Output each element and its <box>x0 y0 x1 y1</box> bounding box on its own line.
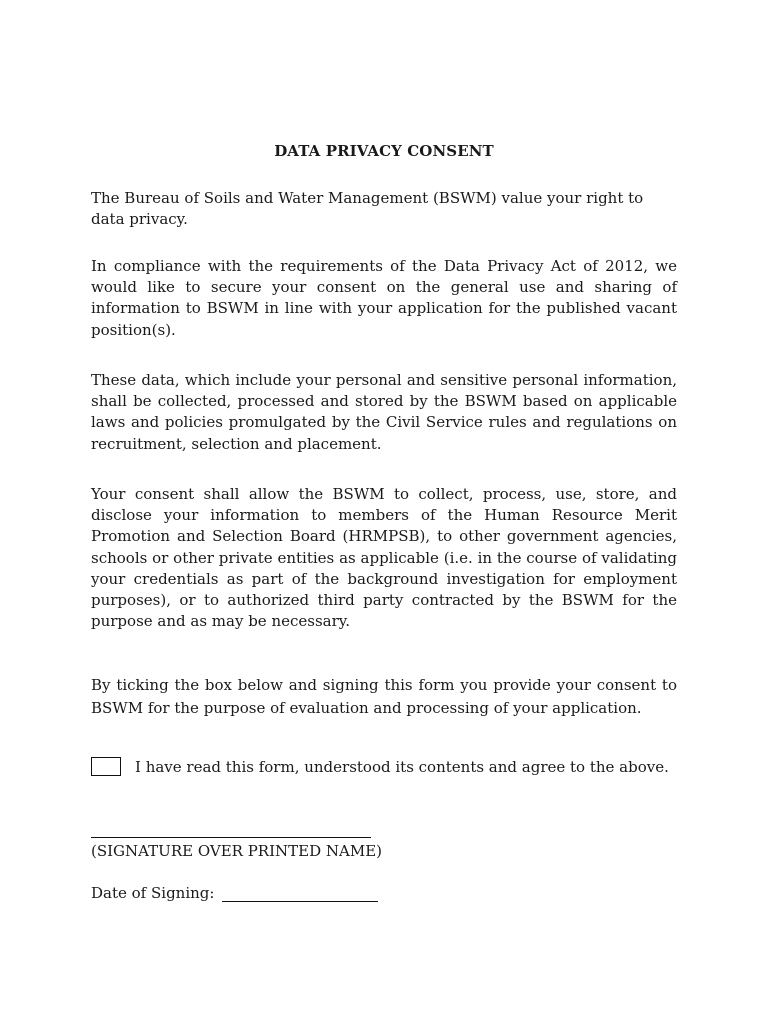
paragraph-consent-scope: Your consent shall allow the BSWM to collect, process, use, store, and disclose your information to members of the Human Resource Merit Promotion and Selection Board (HRMPSB), to other government agencies, schools or other private entities as applicable (i.e. in the course of validating your credentials as part of the background investigation for employment purposes), or to authorized third party contracted by the BSWM for the purpose and as may be necessary. <box>91 485 677 631</box>
agreement-checkbox[interactable] <box>91 757 121 776</box>
date-of-signing-row <box>91 884 378 902</box>
signature-caption: (SIGNATURE OVER PRINTED NAME) <box>91 842 383 860</box>
date-of-signing-field[interactable] <box>222 887 378 902</box>
paragraph-data-collection: These data, which include your personal and sensitive personal information, shall be collected, processed and stored by the BSWM based on applicable laws and policies promulgated by the Civil Service rules and regulations on recruitment, selection and placement. <box>91 371 677 453</box>
date-of-signing-label: Date of Signing: <box>91 884 215 902</box>
paragraph-intro: The Bureau of Soils and Water Management (BSWM) value your right to data privacy. <box>91 189 644 229</box>
agreement-row <box>91 757 669 776</box>
document-title: DATA PRIVACY CONSENT <box>274 142 494 160</box>
paragraph-compliance: In compliance with the requirements of the Data Privacy Act of 2012, we would like to secure your consent on the general use and sharing of information to BSWM in line with your application for the published vacant position(s). <box>91 257 677 339</box>
agreement-label: I have read this form, understood its contents and agree to the above. <box>135 757 669 776</box>
paragraph-instructions: By ticking the box below and signing this form you provide your consent to BSWM for the purpose of evaluation and processing of your application. <box>91 676 677 717</box>
signature-line[interactable] <box>91 837 371 838</box>
